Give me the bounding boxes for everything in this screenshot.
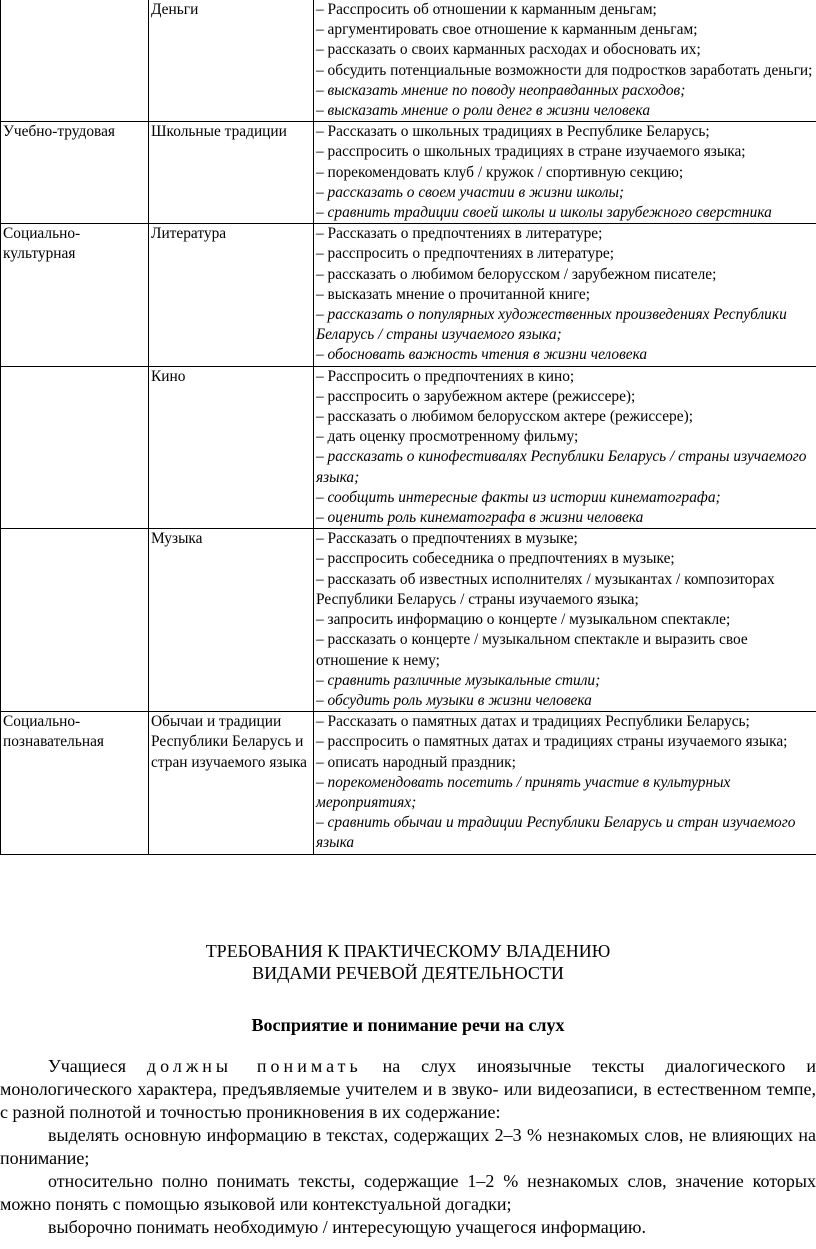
section-heading [0, 940, 816, 984]
skill-item: – дать оценку просмотренному фильму; [316, 428, 579, 446]
skill-item: – сообщить интересные факты из истории кинематографа; [316, 488, 721, 506]
paragraph-main-info: выделять основную информацию в текстах, содержащих 2–3 % незнакомых слов, не влияющих на понимание; [0, 1125, 816, 1168]
intro-start: Учащиеся [48, 1056, 147, 1076]
skill-item: – расспросить о зарубежном актере (режиссере); [316, 387, 636, 405]
skills-cell [314, 224, 816, 366]
table-row [1, 122, 816, 224]
topic-cell: Кино [149, 366, 314, 529]
skills-cell [314, 366, 816, 529]
section-heading-line-2: ВИДАМИ РЕЧЕВОЙ ДЕЯТЕЛЬНОСТИ [252, 963, 564, 983]
skill-item: – сравнить обычаи и традиции Республики Беларусь и стран изучаемого языка [316, 814, 796, 852]
skill-item: – сравнить различные музыкальные стили; [316, 671, 601, 689]
skill-item: – Рассказать о предпочтениях в музыке; [316, 530, 578, 548]
skill-item: – рассказать о любимом белорусском / зарубежном писателе; [316, 265, 717, 283]
skill-item: – рассказать о кинофестивалях Республики Беларусь / страны изучаемого языка; [316, 448, 807, 486]
skill-item: – оценить роль кинематографа в жизни человека [316, 509, 644, 527]
topic-cell: Школьные традиции [149, 122, 314, 224]
table-row [1, 712, 816, 854]
skill-item: – расспросить о предпочтениях в литературе; [316, 245, 614, 263]
skill-item: – высказать мнение о прочитанной книге; [316, 285, 591, 303]
sphere-cell [1, 0, 149, 122]
section-heading-line-1: ТРЕБОВАНИЯ К ПРАКТИЧЕСКОМУ ВЛАДЕНИЮ [205, 941, 611, 961]
intro-end: на слух иноязычные тексты диалогического и монологического характера, предъявляемые учителем и в звуко- или видеозаписи, в естественном темпе, с разной полнотой и точностью проникновения в их содержание: [0, 1056, 816, 1122]
skill-item: – обосновать важность чтения в жизни человека [316, 346, 648, 364]
sphere-cell: Учебно-трудовая [1, 122, 149, 224]
skill-item: – рассказать о своих карманных расходах и обосновать их; [316, 41, 701, 59]
topic-cell: Музыка [149, 529, 314, 712]
skill-item: – Рассказать о школьных традициях в Республике Беларусь; [316, 123, 710, 141]
topic-cell: Обычаи и традиции Республики Беларусь и стран изучаемого языка [149, 712, 314, 854]
skill-item: – обсудить роль музыки в жизни человека [316, 691, 592, 709]
skill-item: – аргументировать свое отношение к карманным деньгам; [316, 21, 698, 39]
skill-item: – высказать мнение по поводу неоправданных расходов; [316, 81, 686, 99]
skill-item: – высказать мнение о роли денег в жизни человека [316, 102, 651, 120]
skill-item: – рассказать о концерте / музыкальном спектакле и выразить свое отношение к нему; [316, 631, 748, 669]
skill-item: – рассказать о любимом белорусском актере (режиссере); [316, 408, 693, 426]
skill-item: – Рассказать о памятных датах и традициях Республики Беларусь; [316, 713, 750, 731]
skill-item: – расспросить о памятных датах и традициях страны изучаемого языка; [316, 733, 788, 751]
sphere-cell: Социально-культурная [1, 224, 149, 366]
skill-item: – Расспросить о предпочтениях в кино; [316, 367, 575, 385]
skill-item: – расспросить собеседника о предпочтениях в музыке; [316, 550, 675, 568]
skill-item: – рассказать о популярных художественных произведениях Республики Беларусь / страны изучаемого языка; [316, 306, 787, 344]
sphere-cell: Социально-познавательная [1, 712, 149, 854]
skill-item: – обсудить потенциальные возможности для подростков заработать деньги; [316, 61, 813, 79]
table-row [1, 529, 816, 712]
skills-cell [314, 712, 816, 854]
paragraph-full-understanding: относительно полно понимать тексты, содержащие 1–2 % незнакомых слов, значение которых можно понять с помощью языковой или контекстуальной догадки; [0, 1171, 816, 1214]
table-row [1, 366, 816, 529]
sphere-cell [1, 529, 149, 712]
body-text [0, 1055, 816, 1239]
paragraph-intro [0, 1055, 816, 1124]
topic-cell: Деньги [149, 0, 314, 122]
skills-cell [314, 122, 816, 224]
subsection-heading: Восприятие и понимание речи на слух [251, 1015, 565, 1035]
topics-table-body [1, 0, 816, 854]
skill-item: – запросить информацию о концерте / музыкальном спектакле; [316, 611, 731, 629]
skill-item: – описать народный праздник; [316, 753, 516, 771]
skill-item: – порекомендовать клуб / кружок / спортивную секцию; [316, 163, 684, 181]
skill-item: – порекомендовать посетить / принять участие в культурных мероприятиях; [316, 773, 731, 811]
skill-item: – сравнить традиции своей школы и школы зарубежного сверстника [316, 204, 772, 222]
skills-cell [314, 529, 816, 712]
skill-item: – Рассказать о предпочтениях в литературе; [316, 225, 603, 243]
table-row [1, 224, 816, 366]
skill-item: – Расспросить об отношении к карманным деньгам; [316, 1, 657, 18]
table-row [1, 0, 816, 122]
skills-cell [314, 0, 816, 122]
skill-item: – рассказать о своем участии в жизни школы; [316, 183, 625, 201]
sphere-cell [1, 366, 149, 529]
topic-cell: Литература [149, 224, 314, 366]
skill-item: – расспросить о школьных традициях в стране изучаемого языка; [316, 143, 746, 161]
skill-item: – рассказать об известных исполнителях / музыкантах / композиторах Республики Беларусь / страны изучаемого языка; [316, 570, 775, 608]
paragraph-selective: выборочно понимать необходимую / интересующую учащегося информацию. [48, 1217, 646, 1237]
intro-emphasis: должны понимать [146, 1056, 362, 1076]
